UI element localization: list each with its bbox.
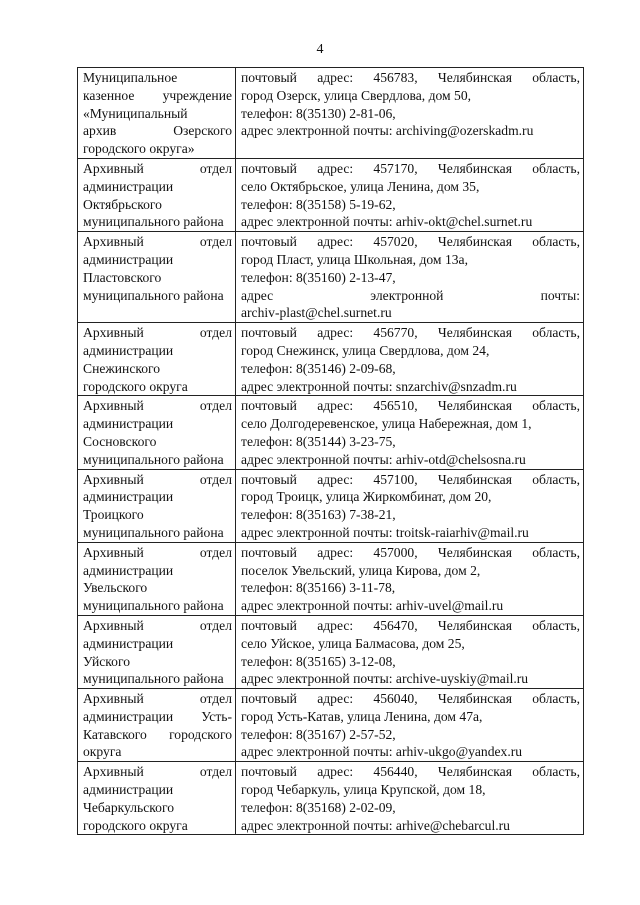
email-label: адрес электронной почты: [241,123,393,139]
phone-number: телефон: 8(35166) 3-11-78, [241,580,396,596]
email-address: arhive@chebarcul.ru [395,817,510,833]
contact-info-cell [236,396,584,469]
email-label: адрес электронной почты: [241,451,393,467]
postal-address: почтовый адрес: 456470, Челябинская область, село Уйское, улица Балмасова, дом 25, [241,617,580,651]
organization-name-line: Архивный отдел [83,234,232,250]
phone-number: телефон: 8(35146) 2-09-68, [241,360,396,376]
organization-name-line: Троицкого [83,507,144,523]
email-line [241,451,580,469]
email-label: адрес электронной почты: [241,671,393,687]
contact-info-cell [236,615,584,688]
postal-address: почтовый адрес: 456040, Челябинская область, город Усть-Катав, улица Ленина, дом 47а, [241,691,580,724]
organization-name-line: администрации [83,562,174,578]
phone-number: телефон: 8(35144) 3-23-75, [241,433,396,449]
organization-name-line: муниципального района [83,214,224,230]
email-line [241,122,580,140]
organization-name-line: администрации [83,782,174,798]
email-address: snzarchiv@snzadm.ru [395,378,517,394]
organization-name-line: городского округа» [83,141,195,157]
table-row [78,68,584,159]
contact-info-cell [236,689,584,762]
phone-number: телефон: 8(35168) 2-02-09, [241,799,396,815]
organization-name-line: администрации Усть- [83,708,232,724]
email-line [241,213,580,231]
table-row [78,542,584,615]
organization-name-cell [78,232,236,323]
organization-name-line: муниципального района [83,671,224,687]
organization-name-line: Архивный отдел [83,325,232,341]
postal-address: почтовый адрес: 456510, Челябинская область, село Долгодеревенское, улица Набережная, дом 1, [241,398,580,432]
email-label: адрес электронной почты: [241,744,393,760]
organization-name-cell [78,689,236,762]
organization-name-line: администрации [83,342,174,358]
contact-info-cell [236,323,584,396]
organization-name-line: администрации [83,178,174,194]
organization-name-line: казенное учреждение [83,87,232,103]
organization-name-line: Увельского [83,580,148,596]
contact-info-cell [236,232,584,323]
phone-number: телефон: 8(35160) 2-13-47, [241,269,396,285]
email-line [241,597,580,615]
email-line [241,743,580,761]
organization-name-line: Архивный отдел [83,764,232,780]
organization-name-line: Уйского [83,653,130,669]
email-address: arhiv-uvel@mail.ru [395,598,504,614]
table-row [78,323,584,396]
page-number: 4 [316,42,324,57]
organization-name-line: Архивный отдел [83,544,232,560]
postal-address: почтовый адрес: 456783, Челябинская область, город Озерск, улица Свердлова, дом 50, [241,70,580,103]
table-row [78,396,584,469]
postal-address: почтовый адрес: 457000, Челябинская область, поселок Увельский, улица Кирова, дом 2, [241,544,580,578]
table-row [78,762,584,835]
organization-name-line: Архивный отдел [83,160,232,176]
table-row [78,232,584,323]
email-address: arhiv-otd@chelsosna.ru [395,451,526,467]
organization-name-line: Архивный отдел [83,471,232,487]
email-address: archiv-plast@chel.surnet.ru [241,305,392,321]
postal-address: почтовый адрес: 457020, Челябинская область, город Пласт, улица Школьная, дом 13а, [241,234,580,267]
email-line [241,378,580,396]
email-address: arhiv-ukgo@yandex.ru [395,744,523,760]
organization-name-cell [78,469,236,542]
phone-number: телефон: 8(35165) 3-12-08, [241,653,396,669]
email-line [241,670,580,688]
email-line [241,817,580,835]
email-label: адрес электронной почты: [241,524,393,540]
email-address: archive-uyskiy@mail.ru [395,671,529,687]
phone-number: телефон: 8(35163) 7-38-21, [241,507,396,523]
organization-name-line: Чебаркульского [83,799,174,815]
email-label: адрес электронной почты: [241,817,393,833]
organization-name-line: округа [83,744,122,760]
organization-name-line: муниципального района [83,451,224,467]
phone-number: телефон: 8(35130) 2-81-06, [241,105,396,121]
phone-number: телефон: 8(35167) 2-57-52, [241,726,396,742]
organization-name-line: муниципального района [83,598,224,614]
organization-name-line: Муниципальное [83,70,178,85]
organization-name-line: муниципального района [83,524,224,540]
organization-name-line: администрации [83,635,174,651]
email-line [241,287,580,323]
contact-info-cell [236,68,584,159]
archives-contact-table [77,67,584,835]
organization-name-cell [78,396,236,469]
contact-info-cell [236,469,584,542]
phone-number: телефон: 8(35158) 5-19-62, [241,196,396,212]
organization-name-line: Снежинского [83,360,161,376]
postal-address: почтовый адрес: 456440, Челябинская область, город Чебаркуль, улица Крупской, дом 18, [241,764,580,798]
table-row [78,158,584,231]
table-row [78,469,584,542]
contact-info-cell [236,762,584,835]
organization-name-line: Архивный отдел [83,398,232,414]
email-address: troitsk-raiarhiv@mail.ru [395,524,529,540]
email-label: адрес электронной почты: [241,378,393,394]
organization-name-line: администрации [83,416,174,432]
organization-name-line: Октябрьского [83,196,162,212]
organization-name-cell [78,542,236,615]
organization-name-line: городского округа [83,817,188,833]
postal-address: почтовый адрес: 457170, Челябинская область, село Октябрьское, улица Ленина, дом 35, [241,160,580,194]
contact-info-cell [236,542,584,615]
organization-name-line: администрации [83,251,174,267]
organization-name-line: администрации [83,489,174,505]
postal-address: почтовый адрес: 456770, Челябинская область, город Снежинск, улица Свердлова, дом 24, [241,325,580,358]
email-label: адрес электронной почты: [241,598,393,614]
organization-name-line: Пластовского [83,269,162,285]
organization-name-line: архив Озерского [83,123,232,139]
organization-name-cell [78,762,236,835]
organization-name-line: Архивный отдел [83,617,232,633]
organization-name-line: Катавского городского [83,726,232,742]
email-address: arhiv-okt@chel.surnet.ru [395,214,533,230]
email-address: archiving@ozerskadm.ru [395,123,534,139]
email-label: адрес электронной почты: [241,287,580,303]
archives-table-body [78,68,584,835]
organization-name-cell [78,615,236,688]
contact-info-cell [236,158,584,231]
email-line [241,524,580,542]
organization-name-cell [78,68,236,159]
organization-name-line: муниципального района [83,287,224,303]
postal-address: почтовый адрес: 457100, Челябинская область, город Троицк, улица Жиркомбинат, дом 20, [241,471,580,505]
organization-name-cell [78,323,236,396]
table-row [78,615,584,688]
organization-name-line: городского округа [83,378,188,394]
organization-name-cell [78,158,236,231]
organization-name-line: Сосновского [83,433,157,449]
table-row [78,689,584,762]
email-label: адрес электронной почты: [241,214,393,230]
organization-name-line: «Муниципальный [83,105,188,121]
organization-name-line: Архивный отдел [83,691,232,707]
